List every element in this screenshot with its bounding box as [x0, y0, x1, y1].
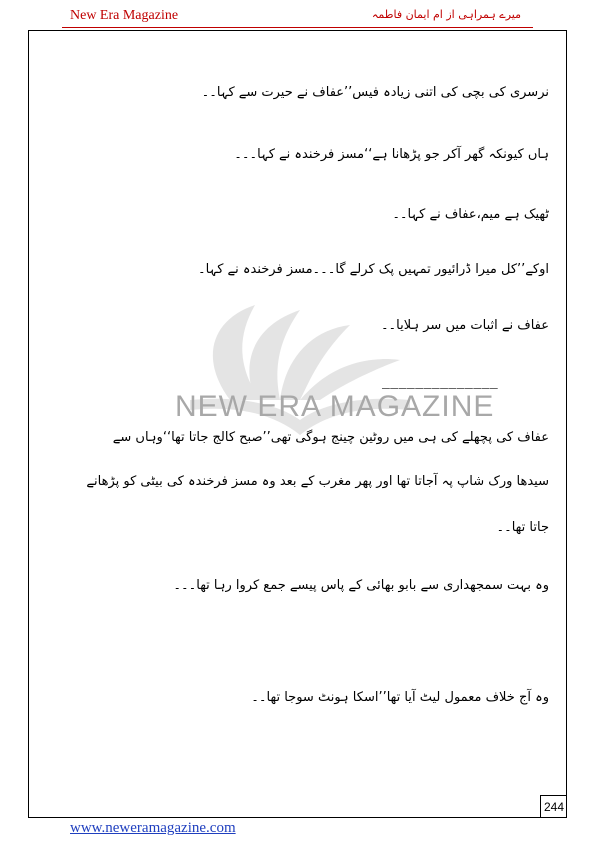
- header-story-title: میرے ہمراہی از ام ایمان فاطمہ: [371, 8, 521, 21]
- paragraph-10: وہ آج خلاف معمول لیٹ آیا تھا’’اسکا ہونٹ سوجا تھا۔۔: [251, 690, 549, 705]
- footer-website-link[interactable]: www.neweramagazine.com: [70, 820, 236, 836]
- paragraph-3: ٹھیک ہے میم،عفاف نے کہا۔۔: [392, 207, 549, 222]
- paragraph-4: اوکے’’کل میرا ڈرائیور تمہیں پک کرلے گا۔۔۔مسز فرخندہ نے کہا۔: [198, 262, 549, 277]
- header-magazine-name: New Era Magazine: [70, 8, 179, 23]
- paragraph-1: نرسری کی بچی کی اتنی زیادہ فیس’’عفاف نے حیرت سے کہا۔۔: [201, 85, 549, 100]
- paragraph-2: ہاں کیونکہ گھر آکر جو پڑھانا ہے‘‘مسز فرخندہ نے کہا۔۔۔: [234, 147, 549, 162]
- page-number: 244: [544, 800, 565, 814]
- paragraph-7: سیدھا ورک شاپ پہ آجاتا تھا اور پھر مغرب کے بعد وہ مسز فرخندہ کی بیٹی کو پڑھانے: [86, 474, 549, 489]
- paragraph-5: عفاف نے اثبات میں سر ہلایا۔۔: [380, 318, 549, 333]
- watermark-text: NEW ERA MAGAZINE: [175, 390, 495, 423]
- paragraph-6: عفاف کی پچھلے کی ہی میں روٹین چینج ہوگی تھی’’صبح کالج جاتا تھا‘‘وہاں سے: [112, 430, 549, 445]
- paragraph-9: وہ بہت سمجھداری سے بابو بھائی کے پاس پیسے جمع کروا رہا تھا۔۔۔: [173, 578, 549, 593]
- header-rule: [62, 27, 533, 28]
- separator-line: ______________: [382, 376, 499, 391]
- paragraph-8: جاتا تھا۔۔: [496, 520, 549, 535]
